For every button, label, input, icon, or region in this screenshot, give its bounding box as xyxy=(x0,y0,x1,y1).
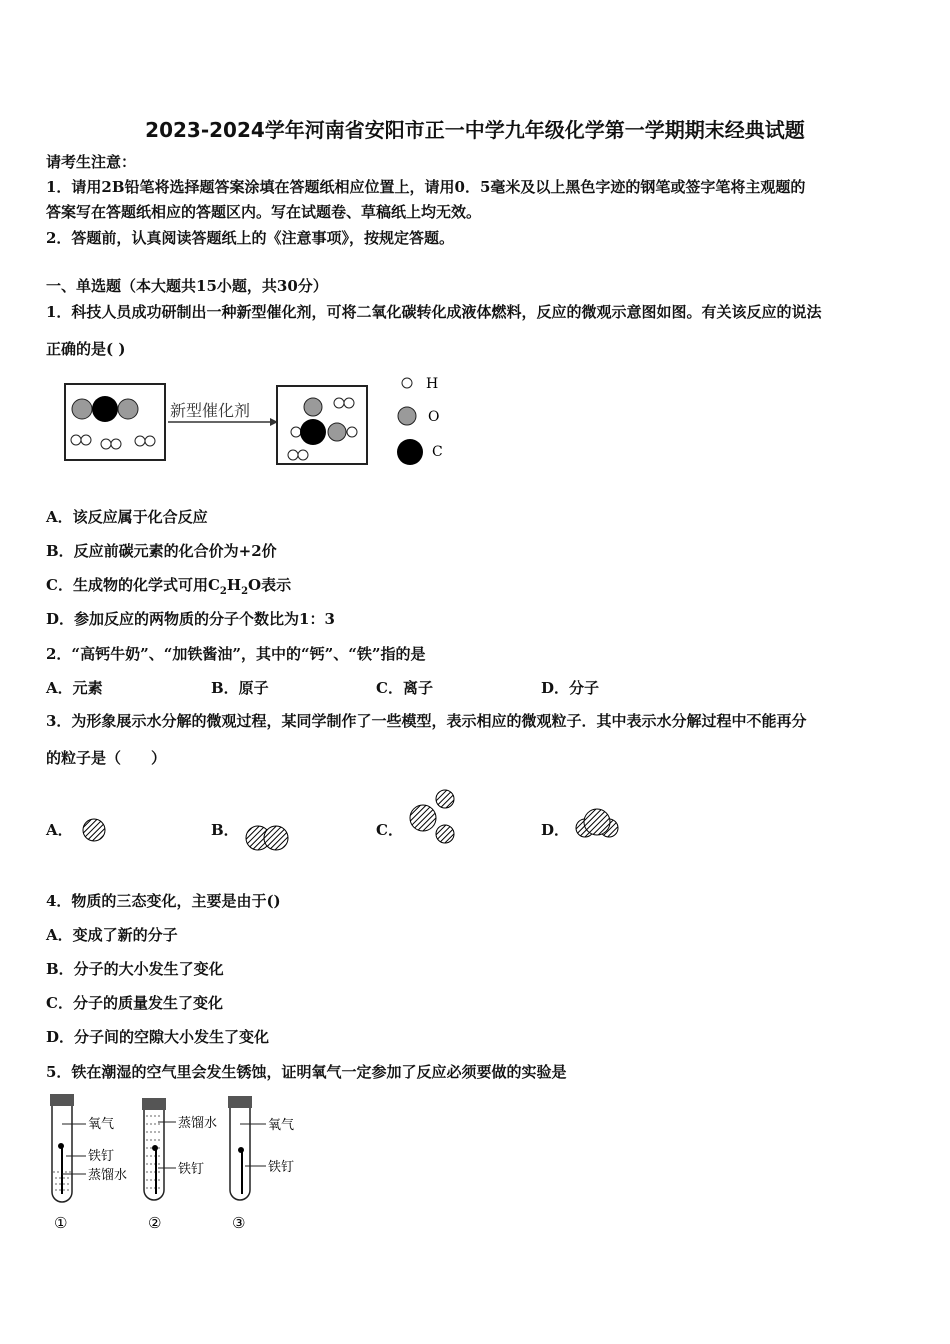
legend-o: O xyxy=(428,409,440,425)
q4-option-b: B．分子的大小发生了变化 xyxy=(46,960,224,978)
q3-option-a: A． xyxy=(46,821,73,839)
q1-reaction-diagram xyxy=(60,370,460,480)
test-tube-2 xyxy=(142,1098,217,1232)
q4-option-a: A．变成了新的分子 xyxy=(46,926,178,944)
test-tube-3 xyxy=(228,1096,294,1232)
q2-option-a: A．元素 xyxy=(46,679,103,697)
test-tube-1 xyxy=(50,1094,127,1232)
svg-text:③: ③ xyxy=(232,1214,246,1232)
q3-stem-line1: 3．为形象展示水分解的微观过程，某同学制作了一些模型，表示相应的微观粒子．其中表示水分解过程中不能再分 xyxy=(46,712,807,730)
q4-stem: 4．物质的三态变化，主要是由于() xyxy=(46,892,281,910)
q1-option-d: D．参加反应的两物质的分子个数比为1：3 xyxy=(46,610,335,628)
q3-model-b xyxy=(242,820,294,856)
q2-option-c: C．离子 xyxy=(376,679,433,697)
svg-text:蒸馏水: 蒸馏水 xyxy=(88,1168,128,1183)
q5-stem: 5．铁在潮湿的空气里会发生锈蚀，证明氧气一定参加了反应必须要做的实验是 xyxy=(46,1063,567,1081)
q2-stem: 2．“高钙牛奶”、“加铁酱油”，其中的“钙”、“铁”指的是 xyxy=(46,645,426,663)
notice-item1-line2: 答案写在答题纸相应的答题区内。写在试题卷、草稿纸上均无效。 xyxy=(46,203,482,221)
svg-text:氧气: 氧气 xyxy=(268,1118,295,1133)
notice-item1-line1: 1．请用2B铅笔将选择题答案涂填在答题纸相应位置上，请用0．5毫米及以上黑色字迹的钢笔或签字笔将主观题的 xyxy=(46,178,806,196)
svg-text:氧气: 氧气 xyxy=(88,1117,115,1132)
legend-c: C xyxy=(432,444,443,460)
q3-model-a xyxy=(78,815,112,845)
q1-option-b: B．反应前碳元素的化合价为+2价 xyxy=(46,542,277,560)
q3-option-d: D． xyxy=(541,821,570,839)
svg-text:蒸馏水: 蒸馏水 xyxy=(178,1116,218,1131)
q3-model-d xyxy=(572,804,624,844)
q2-option-b: B．原子 xyxy=(211,679,269,697)
q1-stem-line2: 正确的是( ) xyxy=(46,340,126,358)
q5-test-tubes xyxy=(40,1090,330,1235)
notice-heading: 请考生注意： xyxy=(46,153,137,171)
svg-text:铁钉: 铁钉 xyxy=(178,1162,205,1177)
notice-item2: 2．答题前，认真阅读答题纸上的《注意事项》，按规定答题。 xyxy=(46,229,454,247)
q1-option-c: C．生成物的化学式可用$C_2H_2O$表示 xyxy=(46,576,292,597)
legend-h: H xyxy=(426,376,439,392)
q4-option-d: D．分子间的空隙大小发生了变化 xyxy=(46,1028,270,1046)
svg-text:铁钉: 铁钉 xyxy=(268,1160,295,1175)
q1-arrow-label: 新型催化剂 xyxy=(170,401,251,420)
q4-option-c: C．分子的质量发生了变化 xyxy=(46,994,223,1012)
svg-text:①: ① xyxy=(54,1214,68,1232)
q1-option-a: A．该反应属于化合反应 xyxy=(46,508,208,526)
svg-text:铁钉: 铁钉 xyxy=(88,1149,115,1164)
page-title: 2023-2024学年河南省安阳市正一中学九年级化学第一学期期末经典试题 xyxy=(145,118,805,142)
q1-stem-line1: 1．科技人员成功研制出一种新型催化剂，可将二氧化碳转化成液体燃料，反应的微观示意图如图。有关该反应的说法 xyxy=(46,303,822,321)
section-heading: 一、单选题（本大题共15小题，共30分） xyxy=(46,277,328,295)
q3-option-c: C． xyxy=(376,821,403,839)
svg-text:②: ② xyxy=(148,1214,162,1232)
q2-option-d: D．分子 xyxy=(541,679,600,697)
q3-stem-line2: 的粒子是（ ） xyxy=(46,749,167,767)
q3-option-b: B． xyxy=(211,821,239,839)
q3-model-c xyxy=(405,786,465,848)
